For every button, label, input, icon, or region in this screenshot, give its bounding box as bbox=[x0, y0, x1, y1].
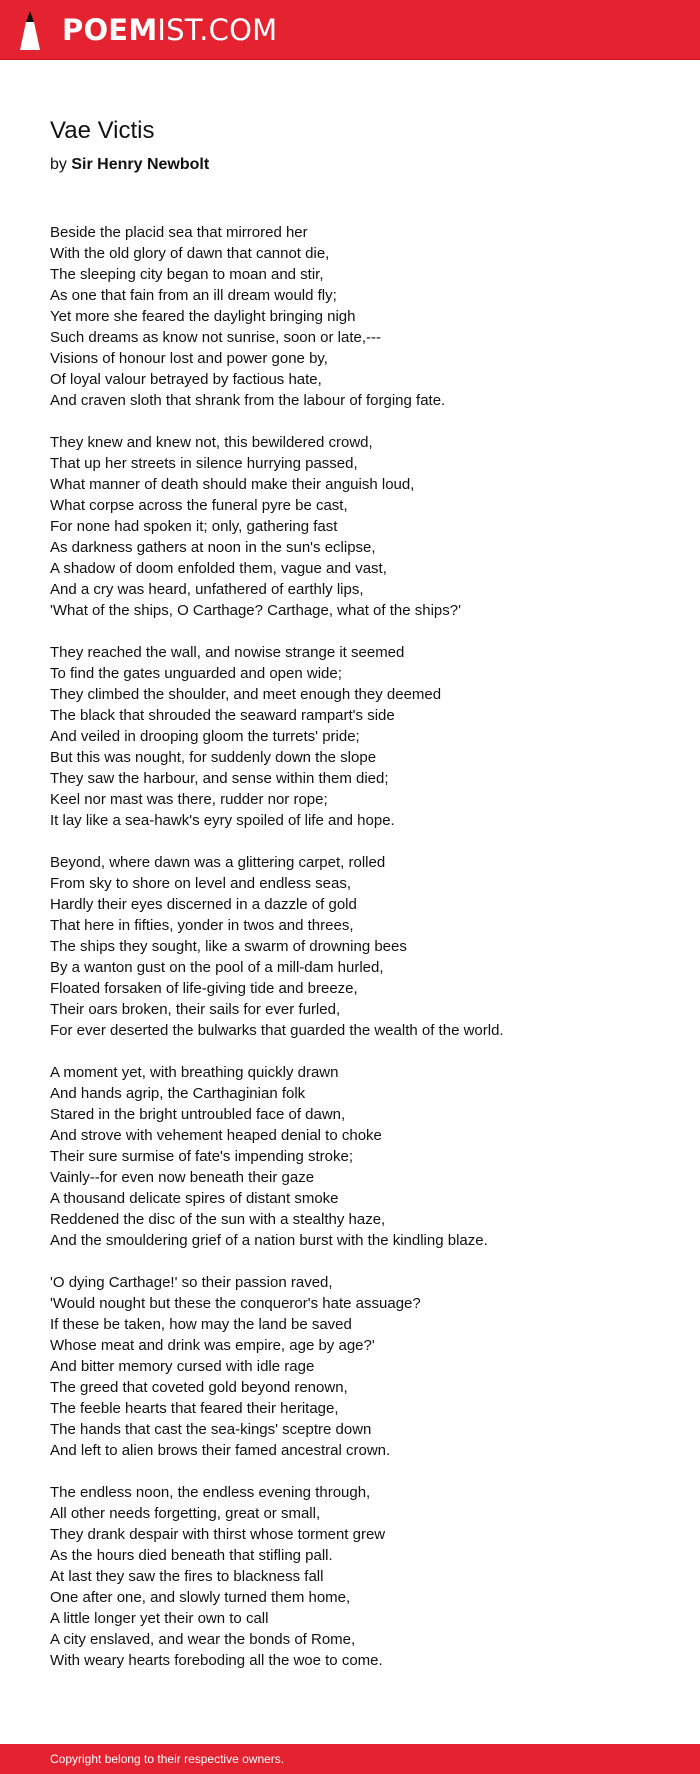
poem-line: As the hours died beneath that stifling pall. bbox=[50, 1547, 333, 1564]
poem-line: They climbed the shoulder, and meet enough they deemed bbox=[50, 686, 442, 703]
poem-line: 'Would nought but these the conqueror's hate assuage? bbox=[50, 1295, 421, 1312]
poem-line: They drank despair with thirst whose torment grew bbox=[50, 1526, 386, 1543]
poem-line: The sleeping city began to moan and stir, bbox=[50, 266, 324, 283]
logo-brand-strong: POEM bbox=[62, 13, 158, 47]
poem-line: The greed that coveted gold beyond renown, bbox=[50, 1379, 348, 1396]
poem-line: Whose meat and drink was empire, age by age?' bbox=[50, 1337, 375, 1354]
poem-line: Their oars broken, their sails for ever furled, bbox=[50, 1001, 341, 1018]
poem-line: They reached the wall, and nowise strange it seemed bbox=[50, 644, 405, 661]
poem-line: To find the gates unguarded and open wide; bbox=[50, 665, 342, 682]
poem-line: The ships they sought, like a swarm of drowning bees bbox=[50, 938, 407, 955]
stanza bbox=[50, 1272, 660, 1461]
poem-line: By a wanton gust on the pool of a mill-dam hurled, bbox=[50, 959, 384, 976]
poem-line: What manner of death should make their anguish loud, bbox=[50, 476, 415, 493]
site-header bbox=[0, 0, 700, 60]
copyright-text: Copyright belong to their respective owners. bbox=[50, 1752, 285, 1766]
poem-line: Beyond, where dawn was a glittering carpet, rolled bbox=[50, 854, 386, 871]
poem-line: Keel nor mast was there, rudder nor rope; bbox=[50, 791, 328, 808]
poem-line: All other needs forgetting, great or small, bbox=[50, 1505, 321, 1522]
poem-line: That here in fifties, yonder in twos and threes, bbox=[50, 917, 354, 934]
poem-line: The feeble hearts that feared their heritage, bbox=[50, 1400, 339, 1417]
stanza bbox=[50, 1482, 660, 1671]
poem-line: Hardly their eyes discerned in a dazzle of gold bbox=[50, 896, 357, 913]
poem-line: A city enslaved, and wear the bonds of Rome, bbox=[50, 1631, 356, 1648]
poem-line: With the old glory of dawn that cannot die, bbox=[50, 245, 330, 262]
poem-line: That up her streets in silence hurrying passed, bbox=[50, 455, 358, 472]
poem-line: At last they saw the fires to blackness fall bbox=[50, 1568, 324, 1585]
poem-line: It lay like a sea-hawk's eyry spoiled of life and hope. bbox=[50, 812, 395, 829]
poem-line: And the smouldering grief of a nation burst with the kindling blaze. bbox=[50, 1232, 488, 1249]
poem-author: Sir Henry Newbolt bbox=[71, 156, 210, 173]
poem-line: Stared in the bright untroubled face of dawn, bbox=[50, 1106, 346, 1123]
poem-line: Beside the placid sea that mirrored her bbox=[50, 224, 308, 241]
poem-line: They knew and knew not, this bewildered crowd, bbox=[50, 434, 373, 451]
poem-content bbox=[50, 112, 660, 1692]
poem-line: From sky to shore on level and endless seas, bbox=[50, 875, 351, 892]
logo-brand-light: IST.COM bbox=[157, 13, 278, 47]
pencil-icon[interactable] bbox=[18, 10, 42, 50]
poem-line: As one that fain from an ill dream would fly; bbox=[50, 287, 337, 304]
poem-line: A shadow of doom enfolded them, vague and vast, bbox=[50, 560, 387, 577]
poem-line: Visions of honour lost and power gone by, bbox=[50, 350, 328, 367]
byline-prefix: by bbox=[50, 156, 67, 173]
stanza bbox=[50, 1062, 660, 1251]
stanza bbox=[50, 852, 660, 1041]
stanza bbox=[50, 432, 660, 621]
poem-line: The hands that cast the sea-kings' sceptre down bbox=[50, 1421, 372, 1438]
poem-line: Their sure surmise of fate's impending stroke; bbox=[50, 1148, 353, 1165]
poem-line: And craven sloth that shrank from the labour of forging fate. bbox=[50, 392, 446, 409]
poem-body bbox=[50, 222, 660, 1671]
stanza bbox=[50, 642, 660, 831]
site-logo[interactable] bbox=[62, 12, 277, 48]
poem-line: If these be taken, how may the land be saved bbox=[50, 1316, 352, 1333]
poem-line: And a cry was heard, unfathered of earthly lips, bbox=[50, 581, 364, 598]
poem-line: With weary hearts foreboding all the woe to come. bbox=[50, 1652, 383, 1669]
poem-line: Yet more she feared the daylight bringing nigh bbox=[50, 308, 356, 325]
poem-line: 'O dying Carthage!' so their passion raved, bbox=[50, 1274, 333, 1291]
poem-line: A moment yet, with breathing quickly drawn bbox=[50, 1064, 339, 1081]
poem-line: The black that shrouded the seaward rampart's side bbox=[50, 707, 395, 724]
poem-line: Reddened the disc of the sun with a stealthy haze, bbox=[50, 1211, 386, 1228]
poem-line: And veiled in drooping gloom the turrets' pride; bbox=[50, 728, 360, 745]
poem-line: Of loyal valour betrayed by factious hate, bbox=[50, 371, 322, 388]
poem-line: And strove with vehement heaped denial to choke bbox=[50, 1127, 382, 1144]
site-footer bbox=[0, 1744, 700, 1774]
poem-byline bbox=[50, 150, 660, 180]
poem-line: And hands agrip, the Carthaginian folk bbox=[50, 1085, 306, 1102]
poem-line: And bitter memory cursed with idle rage bbox=[50, 1358, 315, 1375]
poem-line: They saw the harbour, and sense within them died; bbox=[50, 770, 389, 787]
poem-line: Such dreams as know not sunrise, soon or late,--- bbox=[50, 329, 381, 346]
poem-line: For ever deserted the bulwarks that guarded the wealth of the world. bbox=[50, 1022, 504, 1039]
poem-line: But this was nought, for suddenly down the slope bbox=[50, 749, 377, 766]
poem-line: What corpse across the funeral pyre be cast, bbox=[50, 497, 348, 514]
poem-line: 'What of the ships, O Carthage? Carthage, what of the ships?' bbox=[50, 602, 461, 619]
stanza bbox=[50, 222, 660, 411]
poem-line: One after one, and slowly turned them home, bbox=[50, 1589, 351, 1606]
poem-line: A thousand delicate spires of distant smoke bbox=[50, 1190, 339, 1207]
poem-line: For none had spoken it; only, gathering fast bbox=[50, 518, 338, 535]
poem-line: Floated forsaken of life-giving tide and breeze, bbox=[50, 980, 358, 997]
poem-line: The endless noon, the endless evening through, bbox=[50, 1484, 371, 1501]
poem-line: A little longer yet their own to call bbox=[50, 1610, 269, 1627]
poem-title: Vae Victis bbox=[50, 117, 155, 144]
poem-line: And left to alien brows their famed ancestral crown. bbox=[50, 1442, 391, 1459]
poem-line: As darkness gathers at noon in the sun's eclipse, bbox=[50, 539, 376, 556]
poem-line: Vainly--for even now beneath their gaze bbox=[50, 1169, 315, 1186]
